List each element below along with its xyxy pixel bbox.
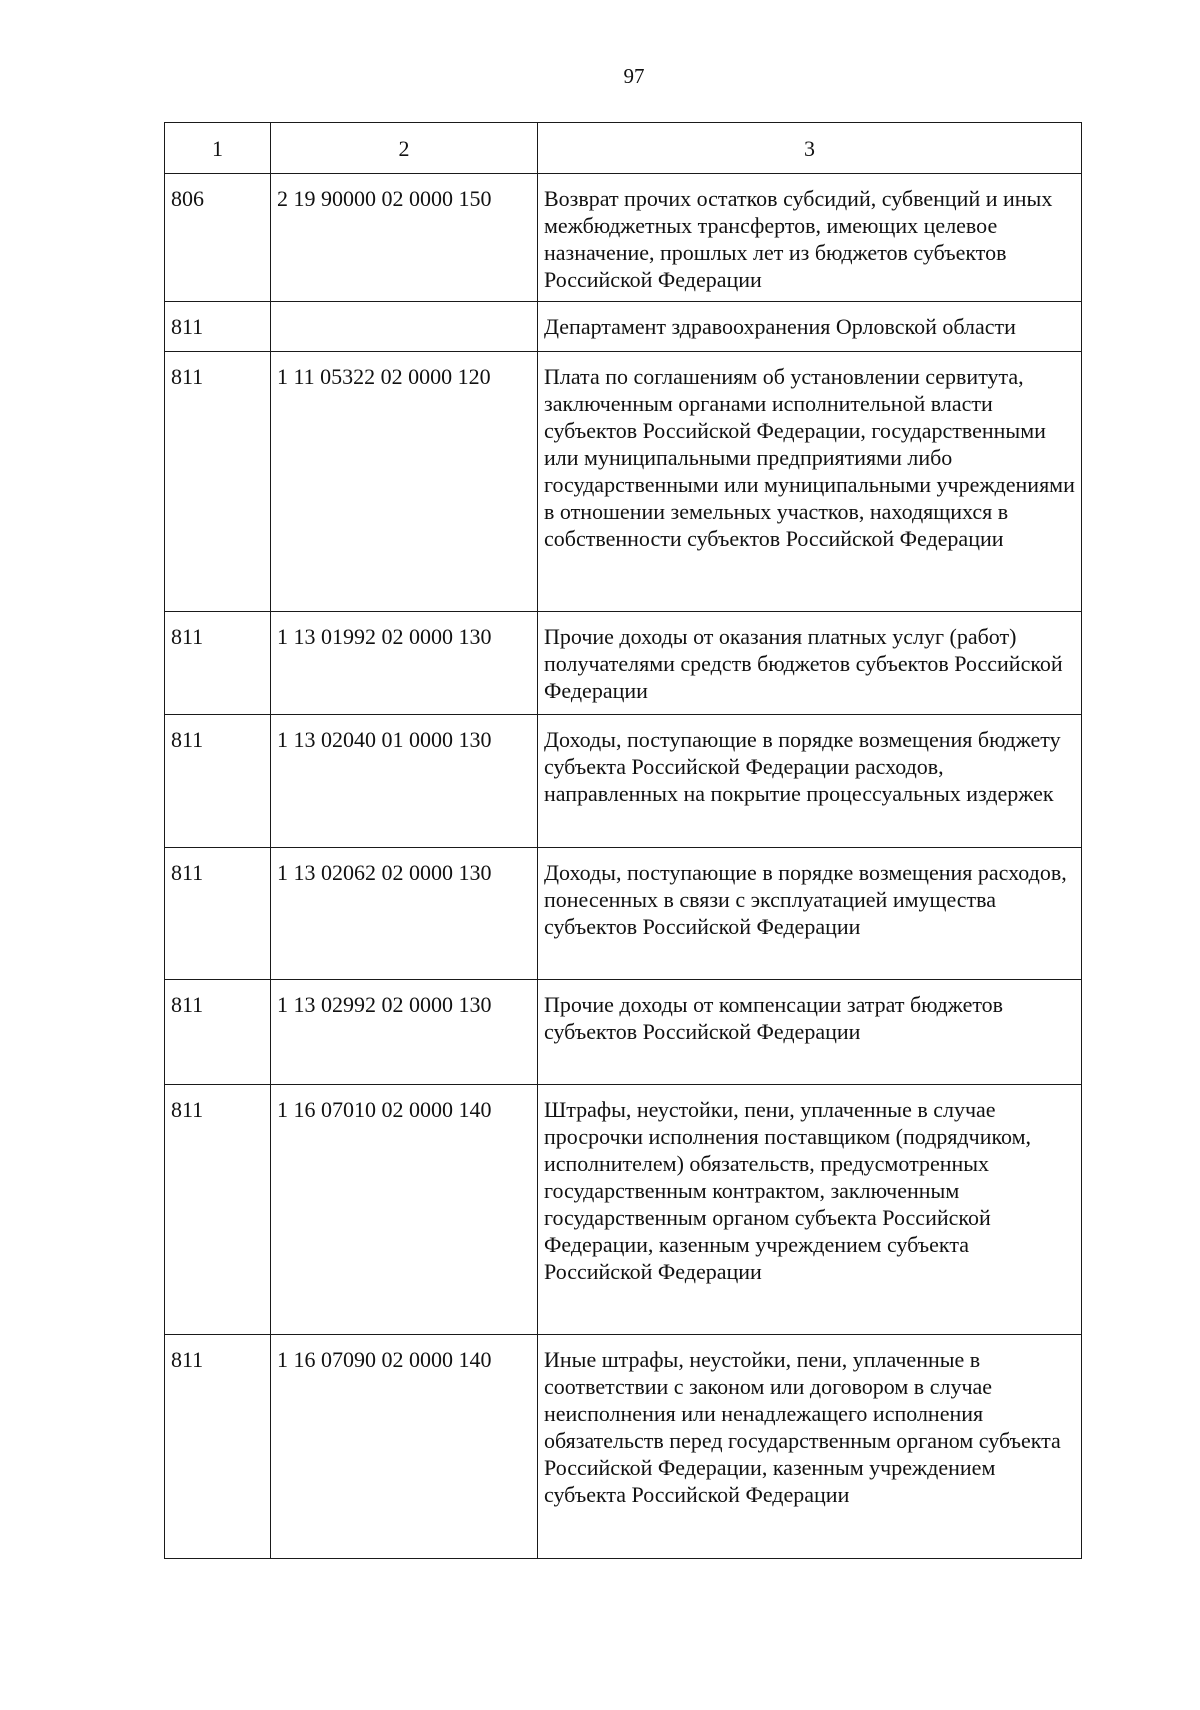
admin-code-cell: 811 xyxy=(165,352,271,612)
admin-code-cell: 811 xyxy=(165,980,271,1085)
admin-code-cell: 811 xyxy=(165,612,271,715)
table-row xyxy=(165,1085,1082,1335)
description-cell: Доходы, поступающие в порядке возмещения расходов, понесенных в связи с эксплуатацией имущества субъектов Российской Федерации xyxy=(538,848,1082,980)
table-row xyxy=(165,980,1082,1085)
kbk-code-cell xyxy=(271,302,538,352)
table-row xyxy=(165,352,1082,612)
description-cell: Доходы, поступающие в порядке возмещения бюджету субъекта Российской Федерации расходов, направленных на покрытие процессуальных издержек xyxy=(538,715,1082,848)
kbk-code-cell: 1 11 05322 02 0000 120 xyxy=(271,352,538,612)
table-row xyxy=(165,174,1082,302)
description-cell: Прочие доходы от компенсации затрат бюджетов субъектов Российской Федерации xyxy=(538,980,1082,1085)
column-header-1: 1 xyxy=(165,123,271,174)
description-cell: Прочие доходы от оказания платных услуг (работ) получателями средств бюджетов субъектов Российской Федерации xyxy=(538,612,1082,715)
admin-code-cell: 806 xyxy=(165,174,271,302)
page-number: 97 xyxy=(623,64,645,88)
kbk-code-cell: 2 19 90000 02 0000 150 xyxy=(271,174,538,302)
kbk-code-cell: 1 13 01992 02 0000 130 xyxy=(271,612,538,715)
admin-code-cell: 811 xyxy=(165,1085,271,1335)
description-cell: Штрафы, неустойки, пени, уплаченные в случае просрочки исполнения поставщиком (подрядчиком, исполнителем) обязательств, предусмотренных государственным контрактом, заключенным государственным органом субъекта Российской Федерации, казенным учреждением субъекта Российской Федерации xyxy=(538,1085,1082,1335)
column-header-3: 3 xyxy=(538,123,1082,174)
description-cell: Возврат прочих остатков субсидий, субвенций и иных межбюджетных трансфертов, имеющих целевое назначение, прошлых лет из бюджетов субъектов Российской Федерации xyxy=(538,174,1082,302)
admin-code-cell: 811 xyxy=(165,1335,271,1559)
table-row xyxy=(165,1335,1082,1559)
table-header-row xyxy=(165,123,1082,174)
table-row xyxy=(165,848,1082,980)
admin-code-cell: 811 xyxy=(165,715,271,848)
admin-code-cell: 811 xyxy=(165,848,271,980)
kbk-code-cell: 1 13 02040 01 0000 130 xyxy=(271,715,538,848)
table-row xyxy=(165,612,1082,715)
description-cell: Плата по соглашениям об установлении сервитута, заключенным органами исполнительной власти субъектов Российской Федерации, государственными или муниципальными предприятиями либо государственными или муниципальными учреждениями в отношении земельных участков, находящихся в собственности субъектов Российской Федерации xyxy=(538,352,1082,612)
kbk-code-cell: 1 16 07090 02 0000 140 xyxy=(271,1335,538,1559)
kbk-code-cell: 1 13 02062 02 0000 130 xyxy=(271,848,538,980)
description-cell: Департамент здравоохранения Орловской области xyxy=(538,302,1082,352)
table-row xyxy=(165,715,1082,848)
kbk-code-cell: 1 13 02992 02 0000 130 xyxy=(271,980,538,1085)
revenue-codes-table xyxy=(164,122,1082,1559)
column-header-2: 2 xyxy=(271,123,538,174)
admin-code-cell: 811 xyxy=(165,302,271,352)
table-row xyxy=(165,302,1082,352)
description-cell: Иные штрафы, неустойки, пени, уплаченные в соответствии с законом или договором в случае неисполнения или ненадлежащего исполнения обязательств перед государственным органом субъекта Российской Федерации, казенным учреждением субъекта Российской Федерации xyxy=(538,1335,1082,1559)
kbk-code-cell: 1 16 07010 02 0000 140 xyxy=(271,1085,538,1335)
